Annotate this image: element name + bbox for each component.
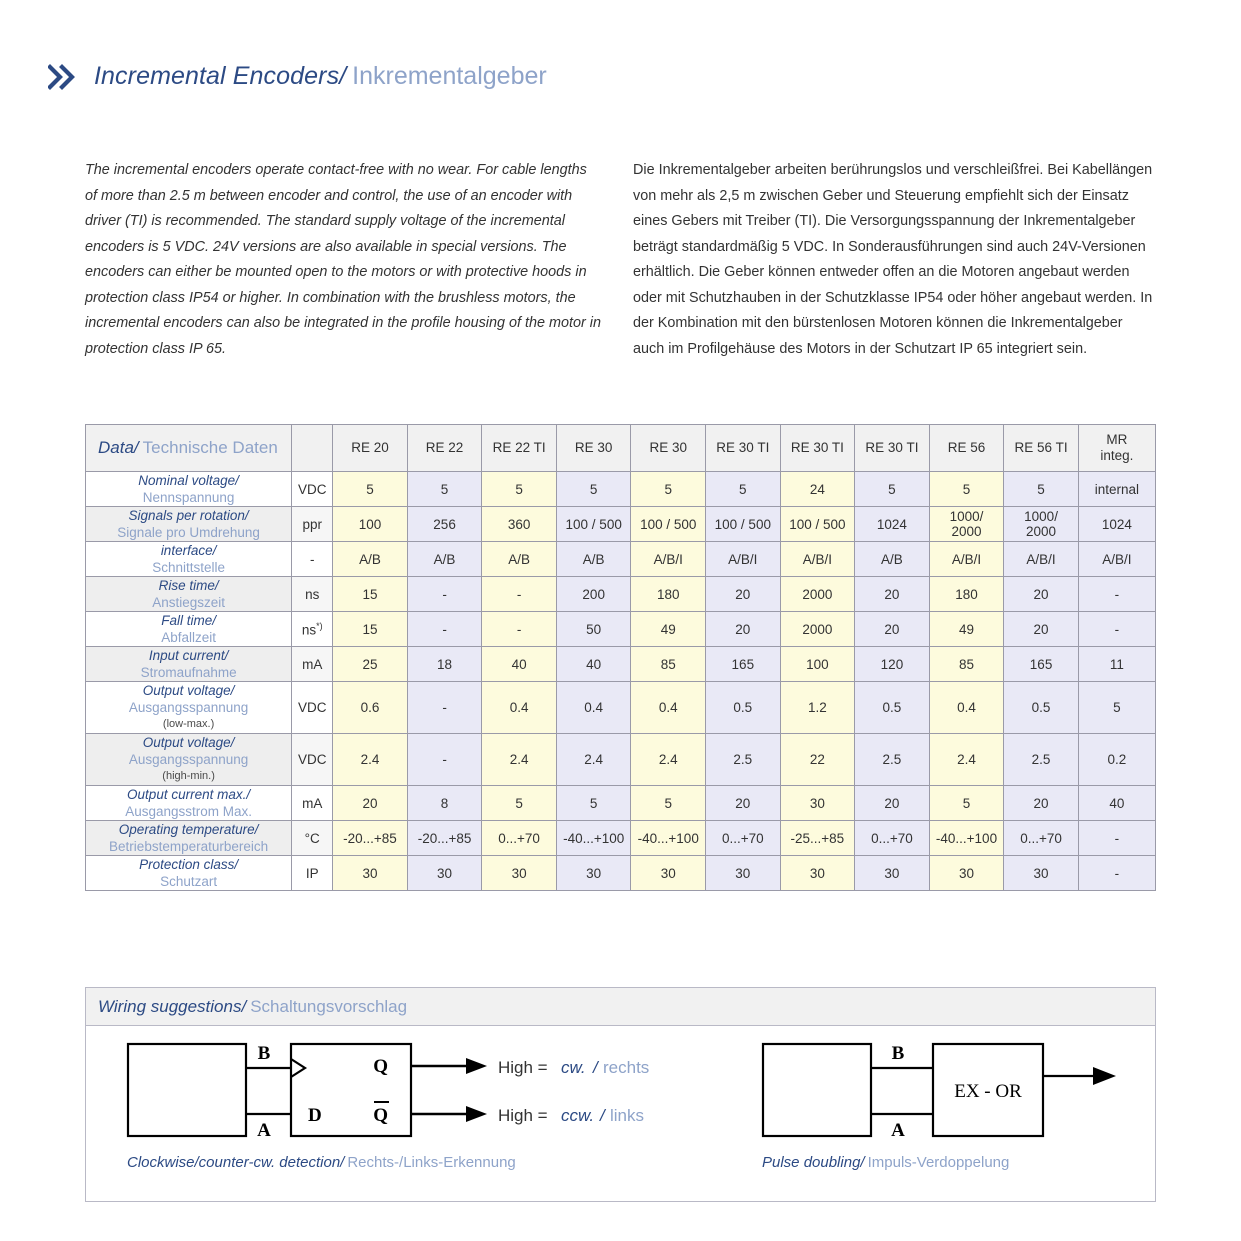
table-cell: 40 [1078, 786, 1155, 821]
table-cell: 5 [929, 786, 1004, 821]
column-header-re22: RE 22 [407, 425, 482, 472]
row-label-en: Nominal voltage [138, 473, 236, 488]
table-cell-line: 2000 [1026, 524, 1057, 539]
row-label-separator: / [254, 822, 259, 837]
table-cell: 20 [1004, 577, 1079, 612]
wiring-diagrams-area [86, 1026, 1155, 1200]
column-header-re30ti-b: RE 30 TI [780, 425, 855, 472]
table-cell: 85 [631, 647, 706, 682]
table-cell: A/B [556, 542, 631, 577]
table-cell: 5 [855, 472, 930, 507]
clockwise-detection-diagram [86, 1026, 696, 1146]
table-cell: 8 [407, 786, 482, 821]
table-cell: 0...+70 [1004, 821, 1079, 856]
row-unit-cell [292, 507, 333, 542]
wiring-suggestions-panel [85, 987, 1156, 1202]
row-label-separator: / [212, 613, 216, 628]
table-cell: A/B/I [706, 542, 781, 577]
table-cell: 5 [1004, 472, 1079, 507]
table-cell: -20...+85 [407, 821, 482, 856]
row-label-en: Output voltage [142, 735, 231, 750]
row-unit-cell [292, 734, 333, 786]
table-cell: 49 [631, 612, 706, 647]
table-cell: 100 [780, 647, 855, 682]
table-title-separator: / [133, 438, 139, 457]
table-cell: 0.4 [556, 682, 631, 734]
row-unit-cell [292, 612, 333, 647]
row-unit-cell [292, 821, 333, 856]
table-row [86, 734, 1156, 786]
table-cell: 100 / 500 [706, 507, 781, 542]
arrow-out-q-icon [466, 1058, 487, 1074]
output-cw-prefix: High = [498, 1058, 548, 1077]
table-title-de: Technische Daten [142, 438, 278, 457]
table-cell: 100 / 500 [631, 507, 706, 542]
table-row [86, 647, 1156, 682]
table-cell: 0...+70 [482, 821, 557, 856]
table-cell: 0.5 [706, 682, 781, 734]
column-header-re30-b: RE 30 [631, 425, 706, 472]
row-label-separator: / [244, 508, 249, 523]
table-cell: 2.5 [706, 734, 781, 786]
caption-left-separator: / [340, 1154, 345, 1171]
table-header-row [86, 425, 1156, 472]
row-label-en: Output voltage [142, 683, 231, 698]
table-cell: - [1078, 612, 1155, 647]
output-cw-de: rechts [603, 1058, 650, 1077]
row-label-de: Betriebstemperaturbereich [109, 839, 269, 854]
caption-left-de: Rechts-/Links-Erkennung [347, 1154, 516, 1171]
row-label-separator: / [224, 648, 229, 663]
row-label-de: Schutzart [160, 874, 218, 889]
table-cell: 85 [929, 647, 1004, 682]
row-unit-text: IP [305, 865, 319, 881]
table-cell: 180 [929, 577, 1004, 612]
table-cell: 360 [482, 507, 557, 542]
table-cell: - [407, 682, 482, 734]
table-row [86, 542, 1156, 577]
row-label-en: Operating temperature [118, 822, 255, 837]
table-cell: 100 [333, 507, 408, 542]
row-label-de: Stromaufnahme [140, 665, 237, 680]
table-cell: 22 [780, 734, 855, 786]
column-header-re20: RE 20 [333, 425, 408, 472]
table-cell: -40...+100 [631, 821, 706, 856]
table-cell: 30 [706, 856, 781, 891]
row-label-separator: / [234, 857, 239, 872]
row-label-separator: / [212, 543, 217, 558]
column-header-mr-line2: integ. [1100, 448, 1134, 463]
table-cell: -25...+85 [780, 821, 855, 856]
table-cell: 1024 [855, 507, 930, 542]
table-row [86, 856, 1156, 891]
table-header [86, 425, 1156, 472]
table-cell: A/B [407, 542, 482, 577]
table-cell-line: 1000/ [949, 509, 984, 524]
row-label-en: Fall time [161, 613, 213, 628]
table-cell: - [482, 577, 557, 612]
table-cell-line: 1000/ [1024, 509, 1058, 524]
row-label-cell [86, 542, 292, 577]
row-label-en: Output current max. [127, 787, 247, 802]
row-unit-cell [292, 856, 333, 891]
row-label-en: Rise time [158, 578, 215, 593]
row-unit-text: mA [302, 656, 323, 672]
row-unit-cell [292, 786, 333, 821]
row-unit-text: ns [305, 586, 320, 602]
table-cell: 2.4 [631, 734, 706, 786]
arrow-out-qbar-icon [466, 1106, 487, 1122]
output-cw-en: cw. [561, 1058, 586, 1077]
caption-left-en: Clockwise/counter-cw. detection [127, 1154, 341, 1171]
page-title-en: Incremental Encoders [94, 62, 340, 90]
wiring-title-en: Wiring suggestions [98, 996, 242, 1016]
table-cell: 5 [333, 472, 408, 507]
row-unit-cell [292, 472, 333, 507]
table-cell: 5 [631, 472, 706, 507]
table-cell: - [1078, 577, 1155, 612]
row-label-de: Nennspannung [142, 490, 235, 505]
output-ccw-prefix: High = [498, 1106, 548, 1125]
row-label-en: interface [160, 543, 213, 558]
label-exor-gate: EX - OR [954, 1081, 1022, 1102]
table-cell: A/B/I [631, 542, 706, 577]
column-header-re22ti: RE 22 TI [482, 425, 557, 472]
row-label-cell [86, 682, 292, 734]
table-cell: 30 [855, 856, 930, 891]
output-ccw-de: links [610, 1106, 645, 1125]
row-unit-footnote-marker: *) [316, 620, 323, 631]
table-cell: - [407, 577, 482, 612]
table-cell: 0.2 [1078, 734, 1155, 786]
column-header-mr-integ [1078, 425, 1155, 472]
table-cell: 5 [929, 472, 1004, 507]
label-gate-q: Q [373, 1056, 388, 1077]
table-cell: 100 / 500 [780, 507, 855, 542]
row-label-note: (high-min.) [162, 770, 215, 782]
row-label-cell [86, 647, 292, 682]
wiring-title-de: Schaltungsvorschlag [250, 996, 408, 1016]
table-cell: - [1078, 821, 1155, 856]
row-label-separator: / [214, 578, 219, 593]
table-cell: 30 [556, 856, 631, 891]
page-title [94, 62, 547, 91]
table-cell: 20 [1004, 786, 1079, 821]
table-cell: 2000 [780, 612, 855, 647]
table-cell: 20 [1004, 612, 1079, 647]
table-cell: 15 [333, 577, 408, 612]
row-label-separator: / [246, 787, 251, 802]
caption-right-separator: / [860, 1154, 865, 1171]
table-cell: 2.4 [333, 734, 408, 786]
table-cell: 5 [631, 786, 706, 821]
table-cell: 165 [706, 647, 781, 682]
intro-paragraph-english: The incremental encoders operate contact-free with no wear. For cable lengths of more than 2.5 m between encoder and control, the use of an encoder with driver (TI) is recommended. The standard supply voltage of the incremental encoders is 5 VDC. 24V versions are also available in special versions. The encoders can either be mounted open to the motors or with protective hoods in protection class IP54 or higher. In combination with the brushless motors, the incremental encoders can also be integrated in the profile housing of the motor in protection class IP 65. [85, 162, 601, 357]
caption-clockwise-detection [127, 1154, 516, 1171]
table-cell: 5 [482, 472, 557, 507]
table-cell: 1.2 [780, 682, 855, 734]
row-unit-text: VDC [297, 752, 327, 767]
table-cell: 30 [780, 856, 855, 891]
table-cell: A/B/I [1004, 542, 1079, 577]
table-cell: 2.4 [482, 734, 557, 786]
page-title-de: Inkrementalgeber [352, 62, 547, 90]
label-gate-d: D [308, 1105, 322, 1126]
table-row [86, 682, 1156, 734]
table-cell: 2.5 [855, 734, 930, 786]
table-cell: -40...+100 [929, 821, 1004, 856]
table-cell: 18 [407, 647, 482, 682]
row-unit-text: - [309, 551, 315, 567]
label-signal-b: B [257, 1043, 271, 1064]
row-label-en: Signals per rotation [128, 508, 245, 523]
row-unit-text: mA [302, 795, 323, 811]
column-header-re56ti: RE 56 TI [1004, 425, 1079, 472]
table-cell: A/B/I [780, 542, 855, 577]
table-cell-line: 2000 [951, 524, 982, 539]
caption-right-en: Pulse doubling [762, 1154, 861, 1171]
pulse-doubling-diagram [741, 1026, 1141, 1146]
table-cell: - [482, 612, 557, 647]
table-cell: 20 [333, 786, 408, 821]
table-cell: 20 [855, 612, 930, 647]
table-row [86, 821, 1156, 856]
table-cell: 5 [706, 472, 781, 507]
table-row [86, 612, 1156, 647]
row-unit-text: ns [301, 622, 317, 638]
table-cell: 1024 [1078, 507, 1155, 542]
page-title-separator: / [339, 62, 347, 90]
row-label-de: Ausgangsspannung [128, 700, 249, 715]
row-label-de: Anstiegszeit [152, 595, 225, 610]
table-title-cell [86, 425, 292, 472]
table-cell: 0.4 [482, 682, 557, 734]
page-header [48, 62, 547, 91]
table-cell: 256 [407, 507, 482, 542]
row-label-en: Input current [148, 648, 225, 663]
column-header-re56: RE 56 [929, 425, 1004, 472]
row-unit-text: VDC [297, 481, 327, 497]
row-unit-cell [292, 647, 333, 682]
row-label-de: Signale pro Umdrehung [117, 525, 260, 540]
table-cell: 180 [631, 577, 706, 612]
wiring-title-separator: / [241, 996, 247, 1016]
label-signal-a: A [257, 1120, 271, 1141]
unit-header-cell [292, 425, 333, 472]
row-label-cell [86, 612, 292, 647]
table-cell: 30 [929, 856, 1004, 891]
table-cell: 2.4 [556, 734, 631, 786]
output-ccw-en: ccw. [561, 1106, 595, 1125]
row-label-de: Schnittstelle [152, 560, 225, 575]
row-label-cell [86, 472, 292, 507]
table-cell: 0.6 [333, 682, 408, 734]
row-unit-cell [292, 577, 333, 612]
table-cell: 30 [333, 856, 408, 891]
row-label-cell [86, 786, 292, 821]
table-row [86, 507, 1156, 542]
row-unit-cell [292, 682, 333, 734]
table-cell: 5 [556, 786, 631, 821]
label-gate-qbar: Q [373, 1105, 388, 1126]
row-label-de: Ausgangsstrom Max. [125, 804, 252, 819]
table-cell: 20 [706, 786, 781, 821]
row-label-separator: / [230, 683, 235, 698]
column-header-re30ti-c: RE 30 TI [855, 425, 930, 472]
table-cell: 0.5 [855, 682, 930, 734]
double-chevron-right-icon [48, 64, 78, 90]
label-signal-b-right: B [891, 1043, 905, 1064]
table-cell: 5 [407, 472, 482, 507]
table-cell: A/B [855, 542, 930, 577]
row-label-separator: / [235, 473, 239, 488]
specifications-table-container [85, 424, 1156, 891]
table-cell: 0.5 [1004, 682, 1079, 734]
table-cell: 5 [556, 472, 631, 507]
table-cell: 2.5 [1004, 734, 1079, 786]
row-unit-text: °C [304, 830, 320, 846]
row-label-cell [86, 856, 292, 891]
table-cell: 5 [482, 786, 557, 821]
column-header-mr-line1: MR [1106, 432, 1128, 447]
table-cell: 2000 [780, 577, 855, 612]
table-cell: 0.4 [631, 682, 706, 734]
label-signal-a-right: A [891, 1120, 905, 1141]
table-cell: 40 [482, 647, 557, 682]
table-cell: 0.4 [929, 682, 1004, 734]
table-cell: 20 [855, 786, 930, 821]
row-label-de: Abfallzeit [161, 630, 216, 645]
table-cell: 40 [556, 647, 631, 682]
arrow-out-right-icon [1093, 1067, 1116, 1085]
table-cell: 5 [1078, 682, 1155, 734]
row-label-cell [86, 577, 292, 612]
table-cell: 30 [631, 856, 706, 891]
row-label-cell [86, 734, 292, 786]
row-label-en: Protection class [139, 857, 235, 872]
row-label-cell [86, 821, 292, 856]
table-cell: 0...+70 [706, 821, 781, 856]
table-cell: A/B [333, 542, 408, 577]
table-cell: internal [1078, 472, 1155, 507]
table-cell: 165 [1004, 647, 1079, 682]
wiring-suggestions-header [86, 988, 1155, 1026]
table-cell: 2.4 [929, 734, 1004, 786]
table-cell: A/B [482, 542, 557, 577]
table-cell: 24 [780, 472, 855, 507]
table-cell: A/B/I [929, 542, 1004, 577]
table-cell: - [1078, 856, 1155, 891]
table-body [86, 472, 1156, 891]
table-cell: 30 [780, 786, 855, 821]
table-cell: 49 [929, 612, 1004, 647]
table-cell: 25 [333, 647, 408, 682]
table-title-en: Data [98, 438, 134, 457]
table-cell: - [407, 612, 482, 647]
table-cell: 30 [1004, 856, 1079, 891]
table-cell: - [407, 734, 482, 786]
table-cell [1004, 507, 1079, 542]
table-cell [929, 507, 1004, 542]
row-label-note: (low-max.) [162, 718, 215, 730]
intro-paragraph-german: Die Inkrementalgeber arbeiten berührungslos und verschleißfrei. Bei Kabellängen von mehr als 2,5 m zwischen Geber und Steuerung empfiehlt sich der Einsatz eines Gebers mit Treiber (TI). Die Versorgungsspannung der Inkrementalgeber beträgt standardmäßig 5 VDC. In Sonderausführungen sind auch 24V-Versionen erhältlich. Die Geber können entweder offen an die Motoren angebaut werden oder mit Schutzhauben in der Schutzklasse IP54 oder höher angebaut werden. In der Kombination mit den bürstenlosen Motoren können die Inkrementalgeber auch im Profilgehäuse des Motors in der Schutzart IP 65 integriert sein. [633, 162, 1153, 357]
table-cell: 100 / 500 [556, 507, 631, 542]
table-cell: 20 [706, 577, 781, 612]
table-cell: 120 [855, 647, 930, 682]
table-cell: 11 [1078, 647, 1155, 682]
output-cw-separator: / [593, 1058, 598, 1077]
row-label-separator: / [230, 735, 235, 750]
output-ccw-separator: / [600, 1106, 605, 1125]
caption-pulse-doubling [762, 1154, 1009, 1171]
encoder-block-right [763, 1044, 871, 1136]
table-cell: 50 [556, 612, 631, 647]
table-cell: -20...+85 [333, 821, 408, 856]
table-cell: A/B/I [1078, 542, 1155, 577]
table-cell: 15 [333, 612, 408, 647]
table-cell: 30 [407, 856, 482, 891]
table-row [86, 472, 1156, 507]
row-unit-text: VDC [297, 700, 327, 715]
specifications-table [85, 424, 1156, 891]
row-label-cell [86, 507, 292, 542]
column-header-re30ti-a: RE 30 TI [706, 425, 781, 472]
row-unit-text: ppr [302, 516, 322, 532]
table-cell: 200 [556, 577, 631, 612]
table-cell: 30 [482, 856, 557, 891]
row-unit-cell [292, 542, 333, 577]
table-cell: 0...+70 [855, 821, 930, 856]
row-label-de: Ausgangsspannung [128, 752, 249, 767]
table-cell: 20 [855, 577, 930, 612]
table-cell: -40...+100 [556, 821, 631, 856]
table-row [86, 786, 1156, 821]
table-cell: 20 [706, 612, 781, 647]
caption-right-de: Impuls-Verdoppelung [867, 1154, 1010, 1171]
column-header-re30-a: RE 30 [556, 425, 631, 472]
encoder-block [128, 1044, 246, 1136]
table-row [86, 577, 1156, 612]
